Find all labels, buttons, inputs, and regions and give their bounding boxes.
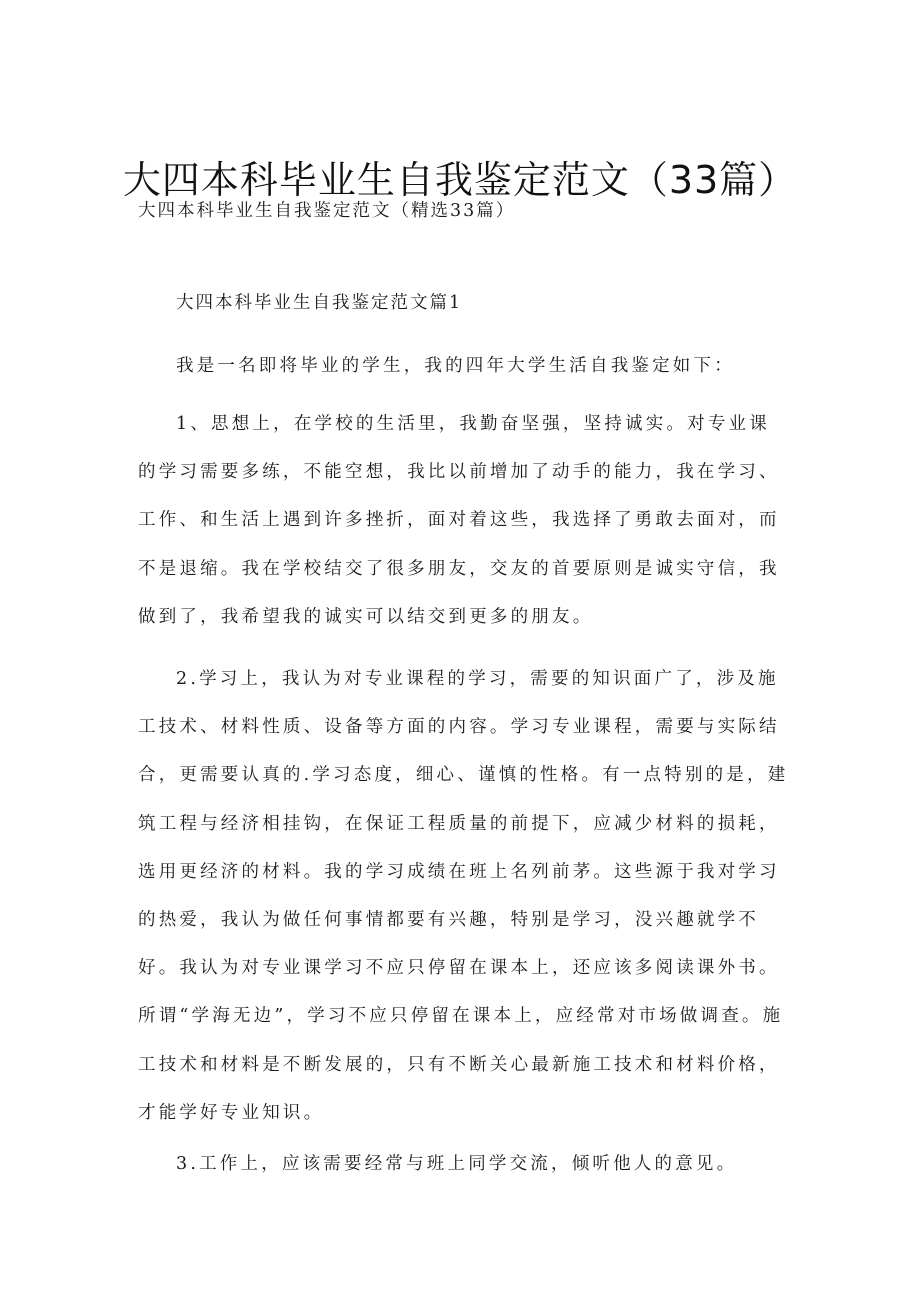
paragraph-study: 2.学习上，我认为对专业课程的学习，需要的知识面广了，涉及施工技术、材料性质、设备等方面的内容。学习专业课程，需要与实际结合，更需要认真的.学习态度，细心、谨慎的性格。有一点特别的是，建筑工程与经济相挂钩，在保证工程质量的前提下，应减少材料的损耗，选用更经济的材料。我的学习成绩在班上名列前茅。这些源于我对学习的热爱，我认为做任何事情都要有兴趣，特别是学习，没兴趣就学不好。我认为对专业课学习不应只停留在课本上，还应该多阅读课外书。所谓“学海无边”，学习不应只停留在课本上，应经常对市场做调查。施工技术和材料是不断发展的，只有不断关心最新施工技术和材料价格，才能学好专业知识。: [138, 669, 789, 1123]
paragraph-thought: 1、思想上，在学校的生活里，我勤奋坚强，坚持诚实。对专业课的学习需要多练，不能空想，我比以前增加了动手的能力，我在学习、工作、和生活上遇到许多挫折，面对着这些，我选择了勇敢去面对，而不是退缩。我在学校结交了很多朋友，交友的首要原则是诚实守信，我做到了，我希望我的诚实可以结交到更多的朋友。: [138, 414, 780, 627]
section-heading: 大四本科毕业生自我鉴定范文篇1: [176, 293, 463, 313]
document-subtitle: 大四本科毕业生自我鉴定范文（精选33篇）: [138, 201, 516, 221]
paragraph-intro: 我是一名即将毕业的学生，我的四年大学生活自我鉴定如下：: [176, 356, 735, 376]
document-title: 大四本科毕业生自我鉴定范文（33篇）: [122, 158, 798, 202]
paragraph-work: 3.工作上，应该需要经常与班上同学交流，倾听他人的意见。: [176, 1154, 738, 1174]
